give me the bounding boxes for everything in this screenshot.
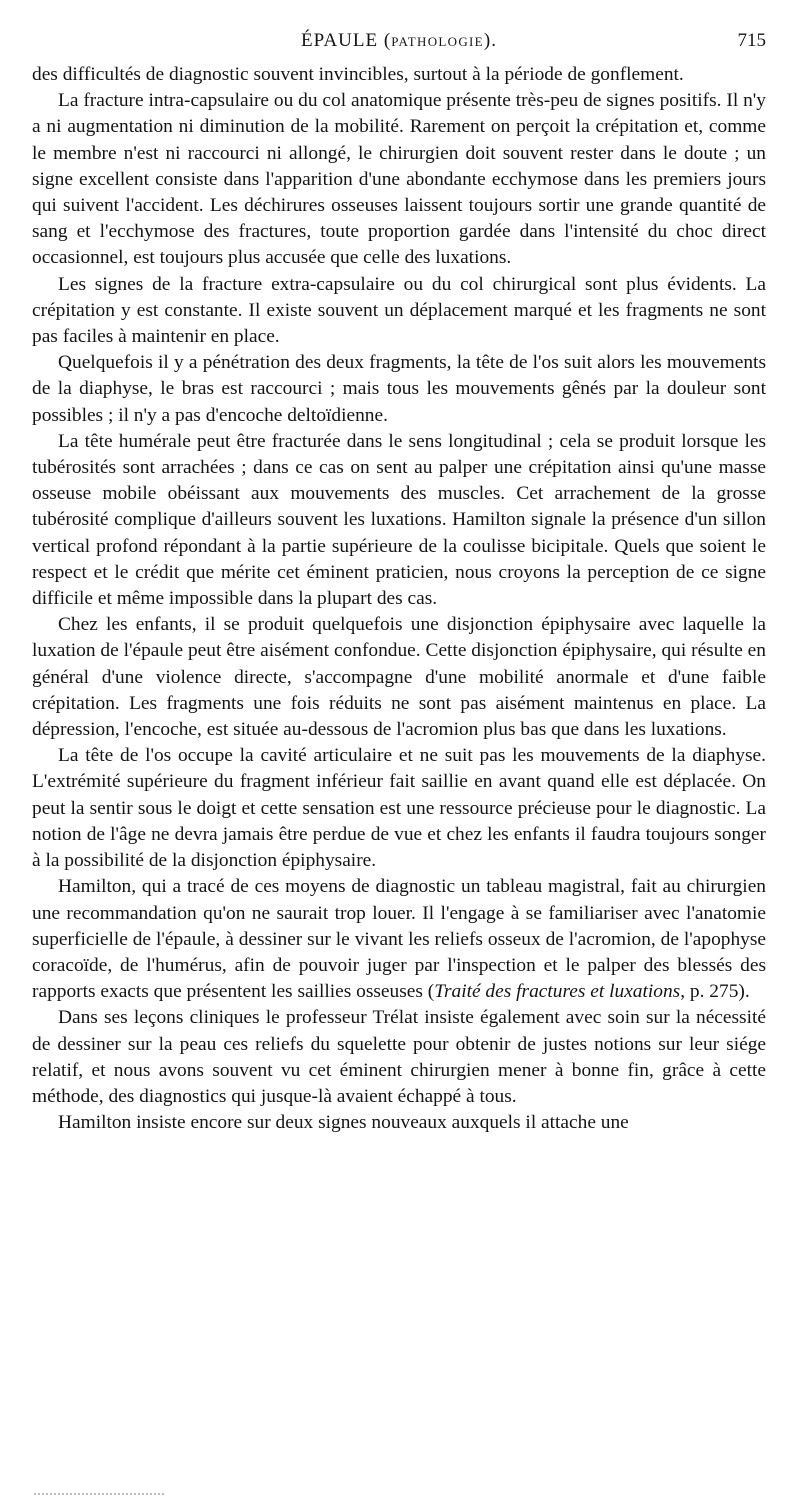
title-close: ). xyxy=(483,30,497,51)
running-title xyxy=(32,28,766,55)
title-main: ÉPAULE ( xyxy=(301,30,392,51)
document-page xyxy=(32,0,766,1136)
paragraph-tete-os: La tête de l'os occupe la cavité articulaire et ne suit pas les mouvements de la diaphyse. L'extrémité supérieure du fragment inférieur fait saillie en avant quand elle est déplacée. On peut la sentir sous le doigt et cette sensation est une ressource précieuse pour le diagnostic. La notion de l'âge ne devra jamais être perdue de vue et chez les enfants il faudra toujours songer à la possibilité de la disjonction épiphysaire. xyxy=(32,745,766,872)
paragraph-extra-capsulaire: Les signes de la fracture extra-capsulaire ou du col chirurgical sont plus évidents. La crépitation y est constante. Il existe souvent un déplacement marqué et les fragments ne sont pas faciles à maintenir en place. xyxy=(32,273,766,348)
page-number: 715 xyxy=(737,30,766,51)
running-header xyxy=(32,28,766,58)
paragraph-penetration: Quelquefois il y a pénétration des deux fragments, la tête de l'os suit alors les mouvements de la diaphyse, le bras est raccourci ; mais tous les mouvements gênés par la douleur sont possibles ; il n'y a pas d'encoche deltoïdienne. xyxy=(32,352,766,426)
paragraph-intra-capsulaire: La fracture intra-capsulaire ou du col anatomique présente très-peu de signes positifs. Il n'y a ni augmentation ni diminution de la mobilité. Rarement on perçoit la crépitation et, comme le membre n'est ni raccourci ni allongé, le chirurgien doit souvent rester dans le doute ; un signe excellent consiste dans l'apparition d'une abondante ecchymose dans les premiers jours qui suivent l'accident. Les déchirures osseuses laissent toujours sortir une grande quantité de sang et l'ecchymose des fractures, toute proportion gardée dans l'intensité du choc direct occasionnel, est toujours plus accusée que celle des luxations. xyxy=(32,90,766,269)
title-small-caps: PATHOLOGIE xyxy=(391,34,484,49)
paragraph-trelat: Dans ses leçons cliniques le professeur Trélat insiste également avec soin sur la nécessité de dessiner sur la peau ces reliefs du squelette pour obtenir de justes notions sur leur siége relatif, et nous avons souvent vu cet éminent chirurgien mener à bonne fin, grâce à cette méthode, des diagnostics qui jusque-là avaient échappé à tous. xyxy=(32,1007,766,1107)
paragraph-hamilton xyxy=(32,874,766,1005)
paragraph-enfants: Chez les enfants, il se produit quelquefois une disjonction épiphysaire avec laquelle la luxation de l'épaule peut être aisément confondue. Cette disjonction épiphysaire, qui résulte en général d'une violence directe, s'accompagne d'une mobilité anormale et d'une faible crépitation. Les fragments une fois réduits ne sont pas aisément maintenus en place. La dépression, l'encoche, est située au-dessous de l'acromion plus bas que dans les luxations. xyxy=(32,614,766,741)
paragraph-continuation: des difficultés de diagnostic souvent invincibles, surtout à la période de gonflement. xyxy=(32,64,684,85)
hamilton-text: Hamilton, qui a tracé de ces moyens de diagnostic un tableau magistral, fait au chirurgien une recommandation qu'on ne saurait trop louer. Il l'engage à se familiariser avec l'anatomie superficielle de l'épaule, à dessiner sur le vivant les reliefs osseux de l'acromion, de l'apophyse coracoïde, de l'humérus, afin de pouvoir juger par l'inspection et le palper des blessés des rapports exacts que présentent les saillies osseuses ( xyxy=(32,876,766,1003)
book-title: Traité des fractures et luxations xyxy=(434,981,681,1003)
paragraph-last: Hamilton insiste encore sur deux signes nouveaux auxquels il attache une xyxy=(58,1112,629,1134)
hamilton-citation: , p. 275). xyxy=(680,981,750,1003)
paragraph-tete-humerale: La tête humérale peut être fracturée dans le sens longitudinal ; cela se produit lorsque les tubérosités sont arrachées ; dans ce cas on sent au palper une crépitation ainsi qu'une masse osseuse mobile obéissant aux mouvements des muscles. Cet arrachement de la grosse tubérosité complique d'ailleurs souvent les luxations. Hamilton signale la présence d'un sillon vertical profond répondant à la partie supérieure de la coulisse bicipitale. Quels que soient le respect et le crédit que mérite cet éminent praticien, nous croyons la perception de ce signe difficile et même impossible dans la plupart des cas. xyxy=(32,430,766,610)
footer-mark xyxy=(34,1493,164,1497)
